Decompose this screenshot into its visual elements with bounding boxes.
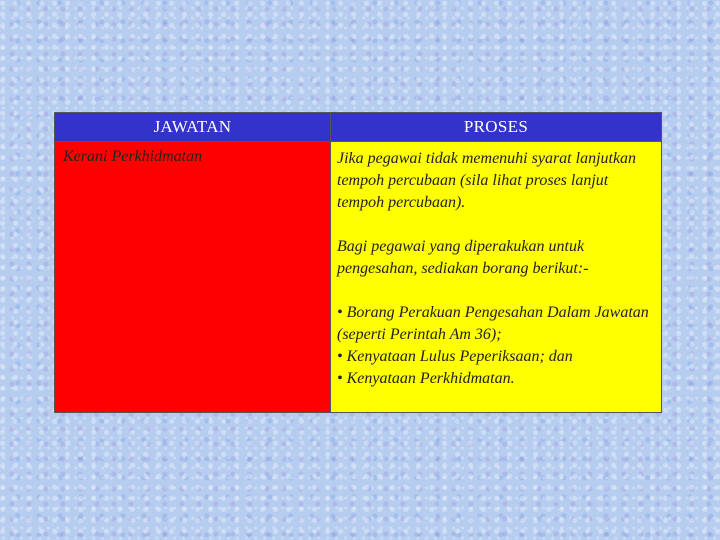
jawatan-proses-table bbox=[54, 112, 662, 413]
header-jawatan: JAWATAN bbox=[55, 113, 331, 142]
proses-bullet-list bbox=[337, 302, 651, 390]
bullet-item-kenyataan-lulus: • Kenyataan Lulus Peperiksaan; dan bbox=[337, 348, 573, 365]
bullet-item-borang-perakuan: • Borang Perakuan Pengesahan Dalam Jawatan (seperti Perintah Am 36); bbox=[337, 304, 649, 343]
bullet-item-kenyataan-perkhidmatan: • Kenyataan Perkhidmatan. bbox=[337, 370, 515, 387]
proses-paragraph-2: Bagi pegawai yang diperakukan untuk pengesahan, sediakan borang berikut:- bbox=[337, 238, 589, 277]
jawatan-cell bbox=[55, 142, 331, 413]
table-header-row bbox=[55, 113, 662, 142]
jawatan-value: Kerani Perkhidmatan bbox=[63, 148, 203, 165]
header-proses: PROSES bbox=[331, 113, 662, 142]
proses-cell bbox=[331, 142, 662, 413]
proses-paragraph-1: Jika pegawai tidak memenuhi syarat lanjutkan tempoh percubaan (sila lihat proses lanjut tempoh percubaan). bbox=[337, 150, 637, 211]
table-row bbox=[55, 142, 662, 413]
